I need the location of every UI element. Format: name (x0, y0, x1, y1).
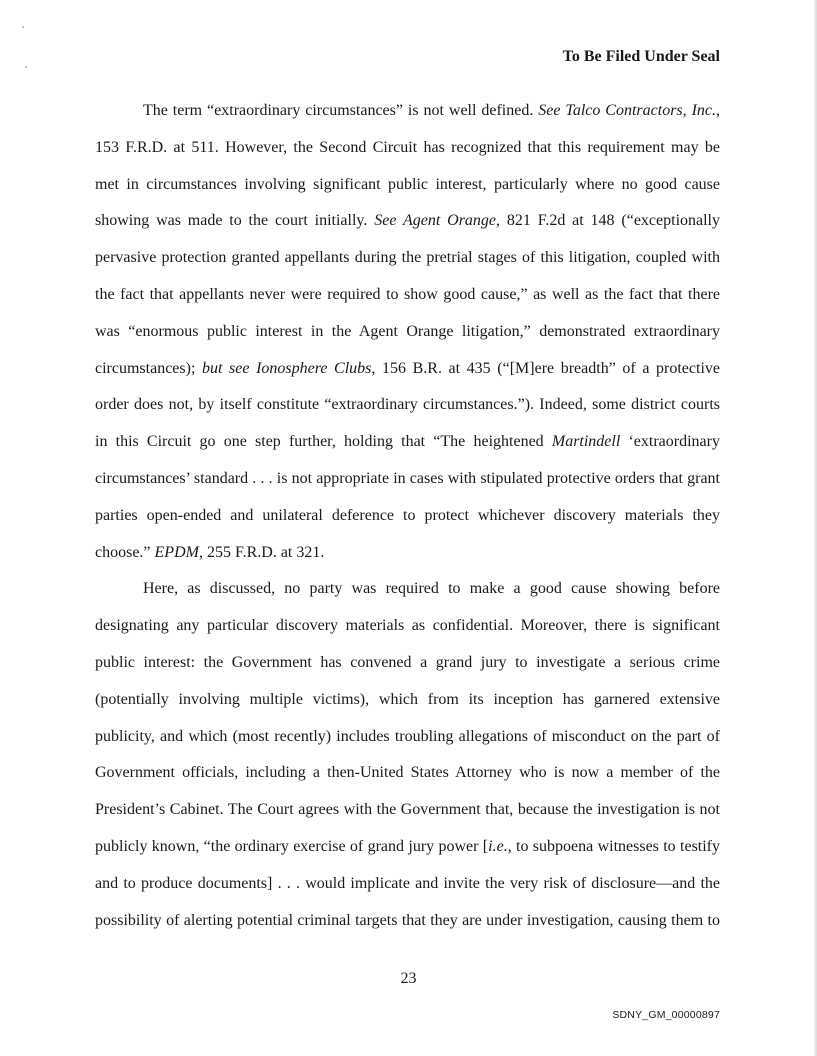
text-line (95, 130, 720, 167)
text-line (95, 866, 720, 903)
text-segment: publicly known, “the ordinary exercise of grand jury power [ (95, 837, 489, 855)
text-line (95, 755, 720, 792)
italic-citation: See Agent Orange (374, 212, 497, 230)
bates-number: SDNY_GM_00000897 (612, 1009, 720, 1021)
text-segment: the fact that appellants never were required to show good cause,” as well as the fact that there (95, 285, 720, 303)
text-segment: Government officials, including a then-United States Attorney who is now a member of the (95, 764, 720, 782)
text-line (95, 792, 720, 829)
text-segment: and to produce documents] . . . would implicate and invite the very risk of disclosure—and the (95, 874, 720, 892)
italic-citation: Martindell (551, 433, 621, 451)
text-line (95, 461, 720, 498)
text-line (95, 387, 720, 424)
text-line (95, 645, 720, 682)
text-segment: choose.” (95, 543, 155, 561)
text-segment: ‘extraordinary (620, 433, 720, 451)
text-segment: President’s Cabinet. The Court agrees with the Government that, because the investigation is not (95, 801, 720, 819)
seal-notice-header: To Be Filed Under Seal (562, 48, 720, 65)
text-segment: (potentially involving multiple victims), which from its inception has garnered extensive (95, 690, 720, 708)
text-segment: in this Circuit go one step further, holding that “The heightened (95, 433, 552, 451)
text-segment: was “enormous public interest in the Agent Orange litigation,” demonstrated extraordinary (95, 322, 720, 340)
text-segment: , (716, 102, 721, 119)
page-number: 23 (400, 970, 417, 987)
text-segment: , 156 B.R. at 435 (“[M]ere breadth” of a protective (371, 359, 720, 377)
text-line (95, 535, 720, 572)
text-line (95, 277, 720, 314)
text-line (95, 314, 720, 351)
text-line (95, 240, 720, 277)
text-line (95, 829, 720, 866)
text-segment: The term “extraordinary circumstances” is not well defined. (143, 102, 539, 119)
text-segment: circumstances); (95, 359, 202, 377)
text-segment: circumstances’ standard . . . is not appropriate in cases with stipulated protective orders that grant (95, 469, 720, 487)
text-line (95, 719, 720, 756)
text-segment: 153 F.R.D. at 511. However, the Second Circuit has recognized that this requirement may be (95, 138, 720, 156)
text-line (95, 498, 720, 535)
italic-citation: but see Ionosphere Clubs (202, 359, 372, 377)
scan-speck (22, 26, 24, 28)
text-segment: public interest: the Government has convened a grand jury to investigate a serious crime (95, 653, 720, 671)
document-body (95, 93, 720, 939)
text-segment: met in circumstances involving significant public interest, particularly where no good cause (95, 175, 720, 193)
scan-speck (25, 66, 27, 68)
text-line (95, 903, 720, 940)
text-line (95, 608, 720, 645)
text-segment: parties open-ended and unilateral deference to protect whichever discovery materials they (95, 506, 720, 524)
text-segment: order does not, by itself constitute “extraordinary circumstances.”). Indeed, some district courts (95, 396, 720, 414)
text-segment: pervasive protection granted appellants during the pretrial stages of this litigation, coupled with (95, 249, 720, 267)
italic-citation: i.e. (488, 837, 508, 855)
text-segment: showing was made to the court initially. (95, 212, 375, 230)
text-line (95, 93, 720, 130)
text-line (95, 351, 720, 388)
text-line (95, 571, 720, 608)
text-line (95, 424, 720, 461)
text-segment: publicity, and which (most recently) includes troubling allegations of misconduct on the part of (95, 727, 720, 745)
text-line (95, 167, 720, 204)
text-segment: , 255 F.R.D. at 321. (198, 543, 325, 561)
text-line (95, 203, 720, 240)
text-segment: designating any particular discovery materials as confidential. Moreover, there is significant (95, 617, 720, 635)
text-line (95, 682, 720, 719)
text-segment: , 821 F.2d at 148 (“exceptionally (496, 212, 721, 230)
italic-citation: EPDM (154, 543, 199, 561)
text-segment: possibility of alerting potential criminal targets that they are under investigation, causing them to (95, 911, 720, 929)
text-segment: Here, as discussed, no party was required to make a good cause showing before (143, 580, 720, 598)
text-segment: , to subpoena witnesses to testify (507, 837, 721, 855)
italic-citation: See Talco Contractors, Inc. (538, 102, 717, 119)
